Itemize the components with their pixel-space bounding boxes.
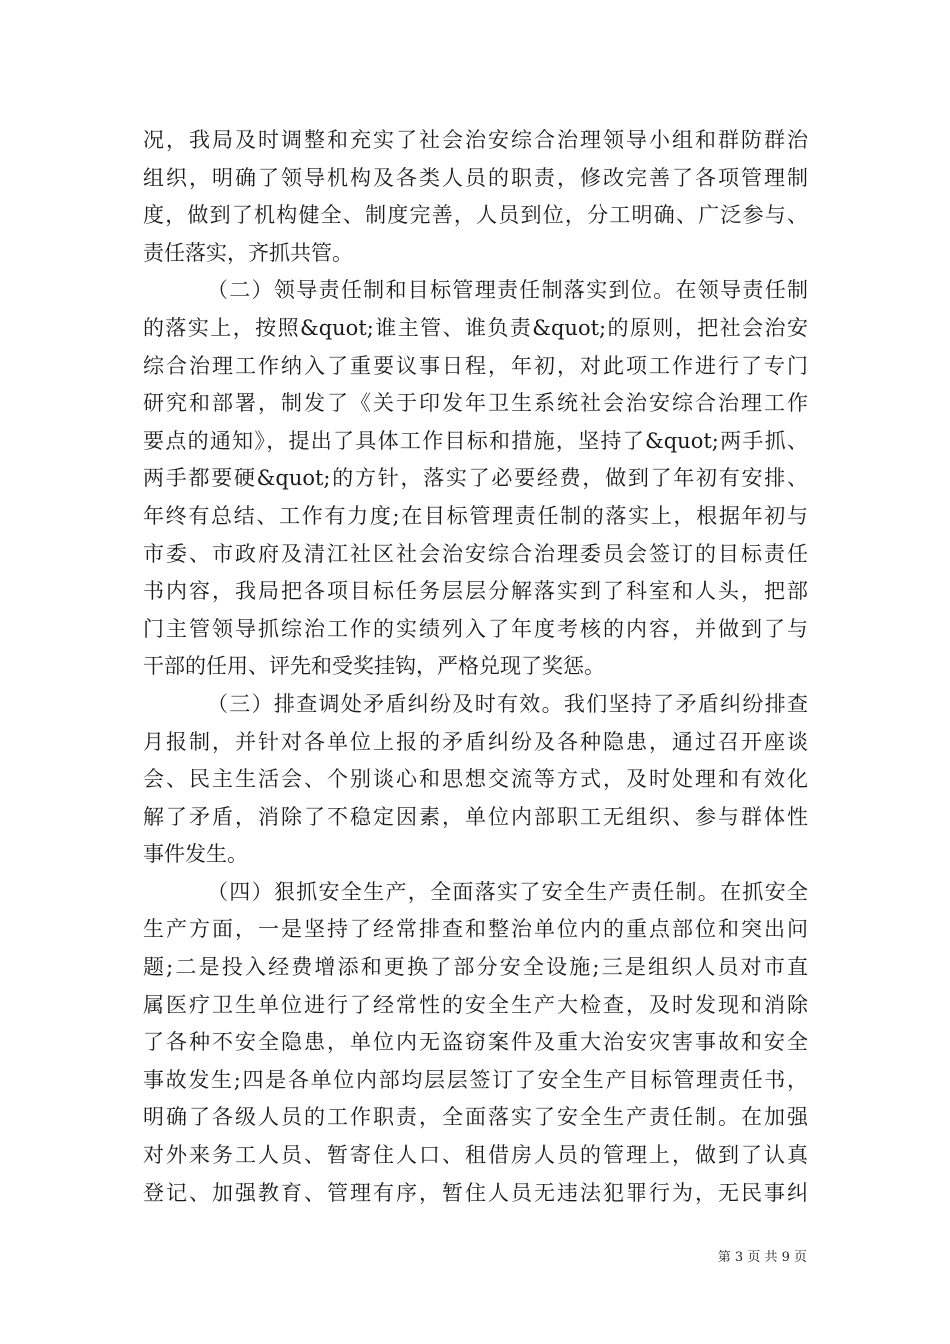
text-line: 组织，明确了领导机构及各类人员的职责，修改完善了各项管理制: [143, 165, 808, 190]
text-line: 月报制，并针对各单位上报的矛盾纠纷及各种隐患，通过召开座谈: [143, 729, 808, 754]
text-line: 明确了各级人员的工作职责，全面落实了安全生产责任制。在加强: [143, 1105, 808, 1130]
text-line: 况，我局及时调整和充实了社会治安综合治理领导小组和群防群治: [143, 128, 808, 152]
text-line: 事件发生。: [143, 842, 248, 867]
text-line: 事故发生;四是各单位内部均层层签订了安全生产目标管理责任书，: [143, 1067, 808, 1092]
text-line: 度，做到了机构健全、制度完善，人员到位，分工明确、广泛参与、: [143, 203, 808, 228]
text-line: 解了矛盾，消除了不稳定因素，单位内部职工无组织、参与群体性: [143, 804, 808, 829]
text-line: 综合治理工作纳入了重要议事日程，年初，对此项工作进行了专门: [143, 353, 808, 378]
text-line: 干部的任用、评先和受奖挂钩，严格兑现了奖惩。: [143, 654, 605, 679]
text-line: 责任落实，齐抓共管。: [143, 240, 353, 265]
text-line: 了各种不安全隐患，单位内无盗窃案件及重大治安灾害事故和安全: [143, 1030, 808, 1055]
text-line: 要点的通知》，提出了具体工作目标和措施，坚持了&quot;两手抓、: [143, 428, 808, 453]
text-line: 门主管领导抓综治工作的实绩列入了年度考核的内容，并做到了与: [143, 616, 808, 641]
text-line: 市委、市政府及清江社区社会治安综合治理委员会签订的目标责任: [143, 541, 808, 566]
page-number-footer: 第 3 页 共 9 页: [717, 1250, 807, 1265]
text-line: 两手都要硬&quot;的方针，落实了必要经费，做到了年初有安排、: [143, 466, 808, 491]
text-line: 生产方面，一是坚持了经常排查和整治单位内的重点部位和突出问: [143, 917, 808, 942]
text-line: 研究和部署，制发了《关于印发年卫生系统社会治安综合治理工作: [143, 391, 808, 416]
text-line: 题;二是投入经费增添和更换了部分安全设施;三是组织人员对市直: [143, 955, 808, 980]
body-text: [143, 122, 808, 1212]
text-line: 登记、加强教育、管理有序，暂住人员无违法犯罪行为，无民事纠: [143, 1180, 808, 1205]
text-line: （三）排查调处矛盾纠纷及时有效。我们坚持了矛盾纠纷排查: [207, 691, 808, 716]
text-line: 年终有总结、工作有力度;在目标管理责任制的落实上，根据年初与: [143, 503, 808, 528]
text-line: 属医疗卫生单位进行了经常性的安全生产大检查，及时发现和消除: [143, 992, 808, 1017]
text-line: （四）狠抓安全生产，全面落实了安全生产责任制。在抓安全: [207, 879, 808, 904]
text-line: 对外来务工人员、暂寄住人口、租借房人员的管理上，做到了认真: [143, 1143, 808, 1168]
text-line: 会、民主生活会、个别谈心和思想交流等方式，及时处理和有效化: [143, 767, 808, 792]
text-line: （二）领导责任制和目标管理责任制落实到位。在领导责任制: [207, 278, 808, 303]
text-line: 书内容，我局把各项目标任务层层分解落实到了科室和人头，把部: [143, 579, 808, 604]
text-line: 的落实上，按照&quot;谁主管、谁负责&quot;的原则，把社会治安: [143, 315, 808, 340]
